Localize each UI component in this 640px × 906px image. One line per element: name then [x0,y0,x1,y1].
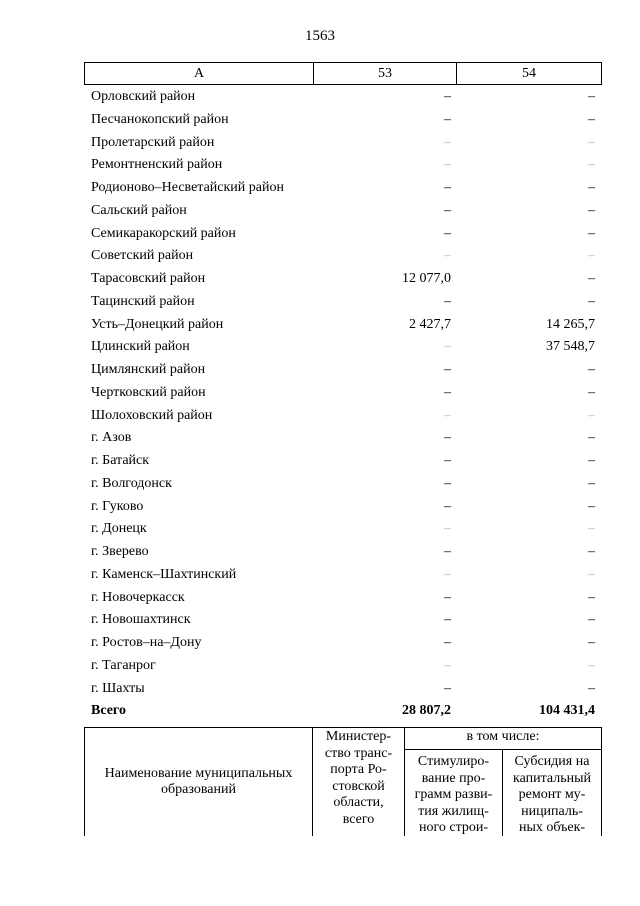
value-col-53: 2 427,7 [409,316,451,332]
column-header-54: 54 [457,63,602,85]
municipality-name: г. Зверево [91,544,149,559]
municipality-name: г. Каменск–Шахтинский [91,566,237,582]
municipality-name: Тацинский район [91,293,195,309]
value-col-54: 37 548,7 [546,339,595,355]
value-col-53: – [444,453,451,468]
municipality-name: Тарасовский район [91,271,206,286]
table-row [84,518,601,541]
value-col-53: – [444,248,451,264]
column-header-capital-repair-subsidy: Субсидия на капитальный ремонт му- ниципаль- ных объек- [503,750,602,838]
municipality-name: г. Волгодонск [91,475,172,491]
value-col-54: – [588,521,595,537]
municipality-name: г. Гуково [91,498,144,514]
value-col-54: – [588,89,595,104]
municipality-name: г. Таганрог [91,657,156,673]
value-col-53: – [444,202,451,218]
total-value-col-54: 104 431,4 [539,703,595,719]
municipality-name: г. Донецк [91,521,147,537]
value-col-54: – [588,362,595,377]
value-col-53: – [444,635,451,650]
value-col-54: – [588,293,595,309]
municipality-name: Сальский район [91,202,187,218]
value-col-53: – [444,430,451,446]
value-col-53: – [444,134,451,150]
table-row [84,268,601,291]
table-row [84,359,601,382]
municipality-name: Усть–Донецкий район [91,316,224,332]
value-col-53: – [444,657,451,673]
value-col-54: – [588,248,595,264]
municipality-name: Песчанокопский район [91,111,229,127]
municipality-name: Шолоховский район [91,407,213,423]
value-col-54: 14 265,7 [546,316,595,332]
column-header-53: 53 [314,63,457,85]
table-row [84,154,601,177]
column-header-table [84,62,602,85]
value-col-53: – [444,89,451,104]
value-col-53: – [444,680,451,696]
column-header-a: А [85,63,314,85]
value-col-54: – [588,111,595,127]
municipality-name: г. Шахты [91,680,145,696]
value-col-53: – [444,521,451,537]
table-row [84,473,601,496]
value-col-53: – [444,475,451,491]
value-col-54: – [588,384,595,400]
value-col-53: – [444,589,451,605]
value-col-54: – [588,635,595,650]
table-row [84,609,601,632]
column-header-including: в том числе: [405,728,602,750]
table-row [84,587,601,610]
table-row [84,541,601,564]
table-row [84,632,601,655]
value-col-54: – [588,271,595,286]
table-row [84,655,601,678]
municipality-name: г. Батайск [91,453,150,468]
table-row [84,86,601,109]
municipality-name: Ремонтненский район [91,157,223,173]
value-col-53: – [444,180,451,195]
municipality-name: г. Новошахтинск [91,612,191,628]
value-col-53: 12 077,0 [402,271,451,286]
data-rows [84,86,601,723]
total-row [84,700,601,723]
table-row [84,132,601,155]
value-col-53: – [444,384,451,400]
value-col-54: – [588,498,595,514]
page-bottom-margin [0,836,640,906]
value-col-54: – [588,657,595,673]
value-col-53: – [444,407,451,423]
next-table-header [84,727,602,838]
table-row [84,564,601,587]
value-col-54: – [588,680,595,696]
table-row [84,314,601,337]
value-col-53: – [444,111,451,127]
table-row [84,200,601,223]
table-row [84,450,601,473]
municipality-name: Семикаракорский район [91,225,236,241]
municipality-name: г. Азов [91,430,132,446]
value-col-54: – [588,407,595,423]
municipality-name: Советский район [91,248,194,264]
value-col-53: – [444,612,451,628]
municipality-name: г. Новочеркасск [91,589,185,605]
value-col-53: – [444,544,451,559]
table-row [84,405,601,428]
value-col-53: – [444,498,451,514]
table-row [84,245,601,268]
table-row [84,177,601,200]
value-col-54: – [588,157,595,173]
value-col-53: – [444,225,451,241]
value-col-53: – [444,339,451,355]
municipality-name: Орловский район [91,89,196,104]
table-row [84,223,601,246]
value-col-53: – [444,566,451,582]
value-col-54: – [588,202,595,218]
municipality-name: Цлинский район [91,339,190,355]
column-header-municipality: Наименование муниципальных образований [85,728,313,838]
table-row [84,291,601,314]
table-row [84,336,601,359]
table-row [84,427,601,450]
value-col-54: – [588,180,595,195]
value-col-53: – [444,157,451,173]
municipality-name: Чертковский район [91,384,206,400]
column-header-housing-programs: Стимулиро- вание про- грамм разви- тия жилищ- ного строи- [405,750,503,838]
total-value-col-53: 28 807,2 [402,703,451,719]
municipality-name: Цимлянский район [91,362,206,377]
value-col-54: – [588,134,595,150]
municipality-name: Родионово–Несветайский район [91,180,284,195]
value-col-54: – [588,475,595,491]
municipality-name: Пролетарский район [91,134,215,150]
column-header-ministry-total: Министер- ство транс- порта Ро- стовской области, всего [313,728,405,838]
value-col-54: – [588,225,595,241]
value-col-54: – [588,430,595,446]
table-row [84,382,601,405]
value-col-54: – [588,612,595,628]
page-number: 1563 [305,28,335,44]
value-col-54: – [588,453,595,468]
table-row [84,109,601,132]
value-col-53: – [444,362,451,377]
table-row [84,496,601,519]
total-label: Всего [91,703,126,719]
value-col-54: – [588,544,595,559]
value-col-53: – [444,293,451,309]
municipality-name: г. Ростов–на–Дону [91,635,202,650]
value-col-54: – [588,589,595,605]
table-row [84,678,601,701]
value-col-54: – [588,566,595,582]
